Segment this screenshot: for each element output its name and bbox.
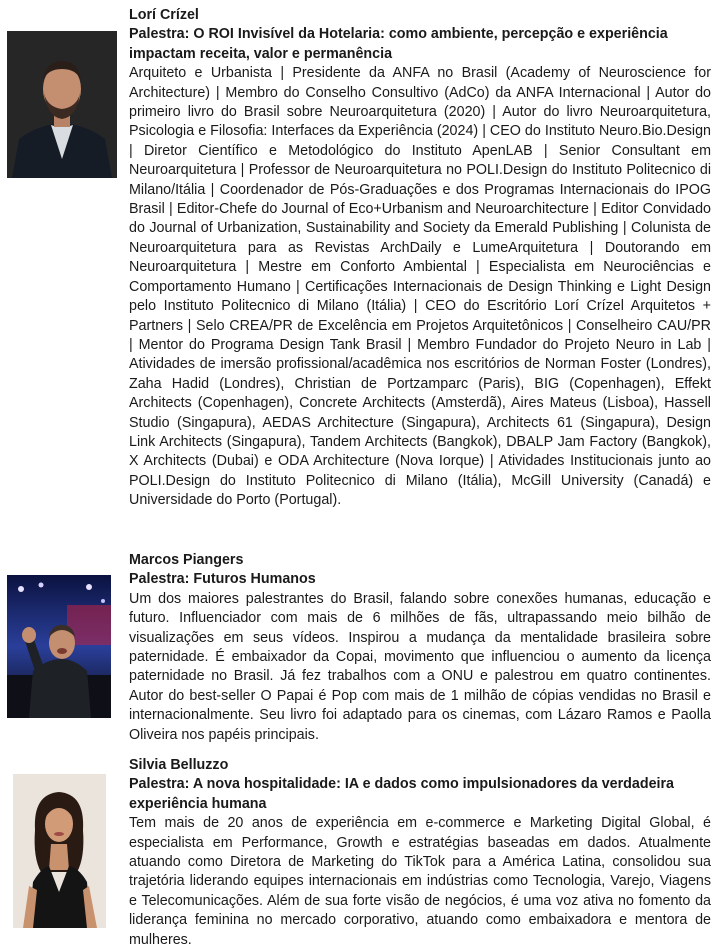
talk-title: Palestra: A nova hospitalidade: IA e dados como impulsionadores da verdadeira experiência humana xyxy=(129,776,675,812)
speaker-photo xyxy=(7,575,111,718)
speaker-text xyxy=(129,6,711,511)
talk-title: Palestra: O ROI Invisível da Hotelaria: como ambiente, percepção e experiência impactam receita, valor e permanência xyxy=(129,26,668,62)
speaker-photo xyxy=(13,774,106,928)
speaker-bio: Tem mais de 20 anos de experiência em e-commerce e Marketing Digital Global, é especialista em Performance, Growth e estratégias baseadas em dados. Atualmente atuando como Diretora de Marketing do TikTok para a América Latina, consolidou sua trajetória liderando equipes internacionais em indústrias como Tecnologia, Varejo, Viagens e Telecomunicações. Além de sua forte visão de negócios, é uma voz ativa no fomento da liderança feminina no mercado corporativo, atuando como embaixadora e mentora de mulheres. xyxy=(129,815,711,948)
speaker-photo xyxy=(7,31,117,178)
speaker-name: Silvia Belluzzo xyxy=(129,757,229,773)
speaker-name: Lorí Crízel xyxy=(129,7,199,23)
talk-title: Palestra: Futuros Humanos xyxy=(129,571,316,588)
speaker-text xyxy=(129,756,711,950)
speaker-name: Marcos Piangers xyxy=(129,552,244,568)
speaker-bio: Um dos maiores palestrantes do Brasil, falando sobre conexões humanas, educação e futuro. Influenciador com mais de 6 milhões de fãs, ultrapassando meio bilhão de visualizações em seus vídeos. Inspirou a mudança da mentalidade brasileira sobre paternidade. É embaixador da Copai, movimento que influenciou o aumento da licença paternidade no Brasil. Já fez trabalhos com a ONU e palestrou em quatro continentes. Autor do best-seller O Papai é Pop com mais de 1 milhão de cópias vendidas no Brasil e internacionalmente. Seu livro foi adaptado para os cinemas, com Lázaro Ramos e Paolla Oliveira nos papéis principais. xyxy=(129,590,711,743)
speaker-bio: Arquiteto e Urbanista | Presidente da ANFA no Brasil (Academy of Neuroscience for Architecture) | Membro do Conselho Consultivo (AdCo) da ANFA Internacional | Autor do primeiro livro do Brasil sobre Neuroarquitetura (2020) | Autor do livro Neuroarquitetura, Psicologia e Filosofia: Interfaces da Experiência (2024) | CEO do Instituto Neuro.Bio.Design | Diretor Científico e Metodológico do Instituto ApenLAB | Senior Consultant em Neuroarquitetura | Professor de Neuroarquitetura no POLI.Design do Instituto Politecnico di Milano/Itália | Coordenador de Pós-Graduações e dos Programas Internacionais do IPOG Brasil | Editor-Chefe do Journal of Eco+Urbanism and Neuroarchitecture | Editor Convidado do Journal of Urbanization, Sustainability and Society da Emerald Publishing | Colunista de Neuroarquitetura para as Revistas ArchDaily e LumeArquitetura | Doutorando em Neuroarquitetura | Mestre em Conforto Ambiental | Especialista em Neurociências e Comportamento Humano | Certificações Internacionais de Design Thinking e Light Design pelo Instituto Politecnico di Milano (Itália) | CEO do Escritório Lorí Crízel Arquitetos + Partners | Selo CREA/PR de Excelência em Projetos Arquitetônicos | Conselheiro CAU/PR | Mentor do Programa Design Tank Brasil | Membro Fundador do Projeto Neuro in Lab | Atividades de imersão profissional/acadêmica nos escritórios de Norman Foster (Londres), Zaha Hadid (Londres), Christian de Portzamparc (Paris), BIG (Copenhagen), Effekt Architects (Copenhagen), Concrete Architects (Amsterdã), Aires Mateus (Lisboa), Hassell Studio (Singapura), AEDAS Architecture (Singapura), Architects 61 (Singapura), Design Link Architects (Singapura), Tandem Architects (Bangkok), DBALP Jam Factory (Bangkok), X Architects (Dubai) e ODA Architecture (Nova Iorque) | Atividades Institucionais junto ao POLI.Design do Instituto Politecnico di Milano (Itália), McGill University (Canadá) e Universidade do Porto (Portugal). xyxy=(129,65,711,509)
speaker-text xyxy=(129,551,711,745)
